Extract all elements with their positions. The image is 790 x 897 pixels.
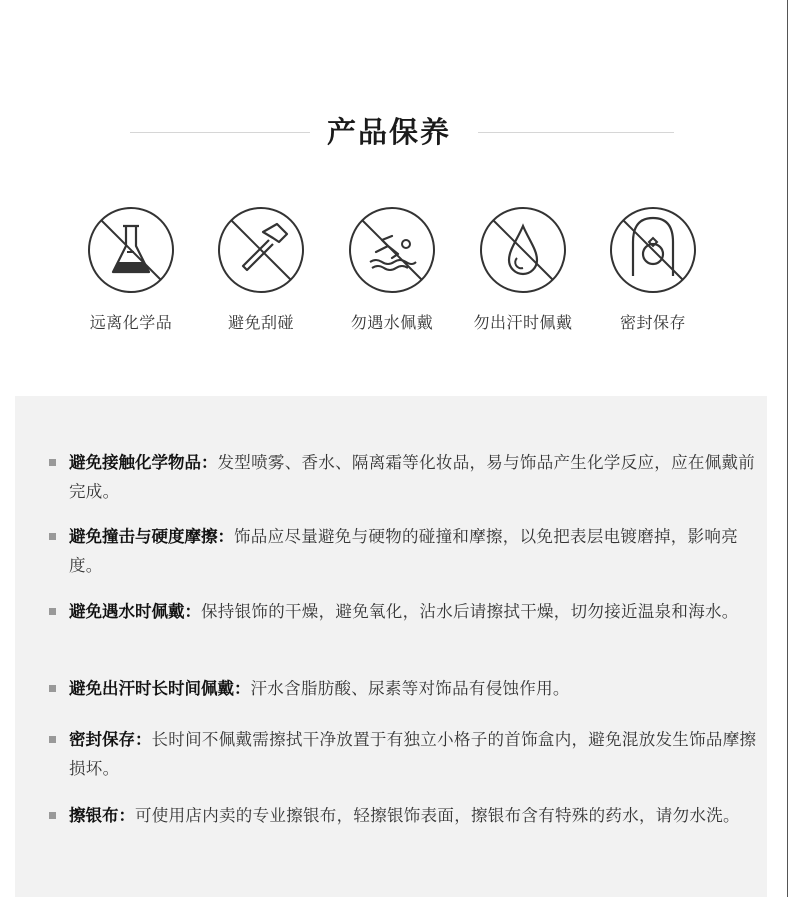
care-item-text: 保持银饰的干燥，避免氧化，沾水后请擦拭干燥，切勿接近温泉和海水。 [201, 602, 739, 621]
care-icon-label: 远离化学品 [89, 313, 173, 332]
care-item-text: 饰品应尽量避免与硬物的碰撞和摩擦，以免把表层电镀磨掉，影响亮度。 [69, 527, 738, 575]
bullet-square-icon [49, 812, 56, 819]
care-item [69, 725, 759, 783]
care-item-text: 汗水含脂肪酸、尿素等对饰品有侵蚀作用。 [250, 679, 570, 698]
care-icon-item [66, 206, 196, 333]
bullet-square-icon [49, 608, 56, 615]
care-item-text: 可使用店内卖的专业擦银布，轻擦银饰表面，擦银布含有特殊的药水，请勿水洗。 [135, 806, 740, 825]
care-icons-row [0, 206, 790, 346]
care-item-label: 避免撞击与硬度摩擦： [69, 527, 234, 546]
care-icon-item [458, 206, 588, 333]
sweat-drop-icon [479, 206, 567, 294]
flask-icon [87, 206, 175, 294]
care-icon-item [588, 206, 718, 333]
care-item-label: 擦银布： [69, 806, 135, 825]
care-item-label: 避免出汗时长时间佩戴： [69, 679, 251, 698]
care-icon-label: 勿遇水佩戴 [350, 313, 434, 332]
hammer-icon [217, 206, 305, 294]
care-icon-item [327, 206, 457, 333]
care-item-label: 密封保存： [69, 730, 152, 749]
section-header [0, 110, 790, 154]
bullet-square-icon [49, 533, 56, 540]
bullet-square-icon [49, 459, 56, 466]
title-divider-left [130, 132, 310, 133]
care-item-text: 发型喷雾、香水、隔离霜等化妆品，易与饰品产生化学反应，应在佩戴前完成。 [69, 453, 756, 501]
care-icon-label: 密封保存 [619, 313, 686, 332]
care-icon-label: 避免刮碰 [227, 313, 294, 332]
care-item [69, 674, 759, 703]
bullet-square-icon [49, 736, 56, 743]
care-item [69, 801, 759, 830]
care-icon-item [196, 206, 326, 333]
page-title: 产品保养 [326, 115, 451, 149]
care-item-label: 避免遇水时佩戴： [69, 602, 201, 621]
care-item [69, 597, 759, 626]
swimmer-icon [348, 206, 436, 294]
care-item [69, 522, 759, 580]
care-item-label: 避免接触化学物品： [69, 453, 218, 472]
title-divider-right [478, 132, 674, 133]
care-icon-label: 勿出汗时佩戴 [473, 313, 573, 332]
ring-box-icon [609, 206, 697, 294]
care-item-text: 长时间不佩戴需擦拭干净放置于有独立小格子的首饰盒内，避免混放发生饰品摩擦损坏。 [69, 730, 757, 778]
care-instructions-panel [15, 396, 767, 897]
bullet-square-icon [49, 685, 56, 692]
care-item [69, 448, 759, 506]
